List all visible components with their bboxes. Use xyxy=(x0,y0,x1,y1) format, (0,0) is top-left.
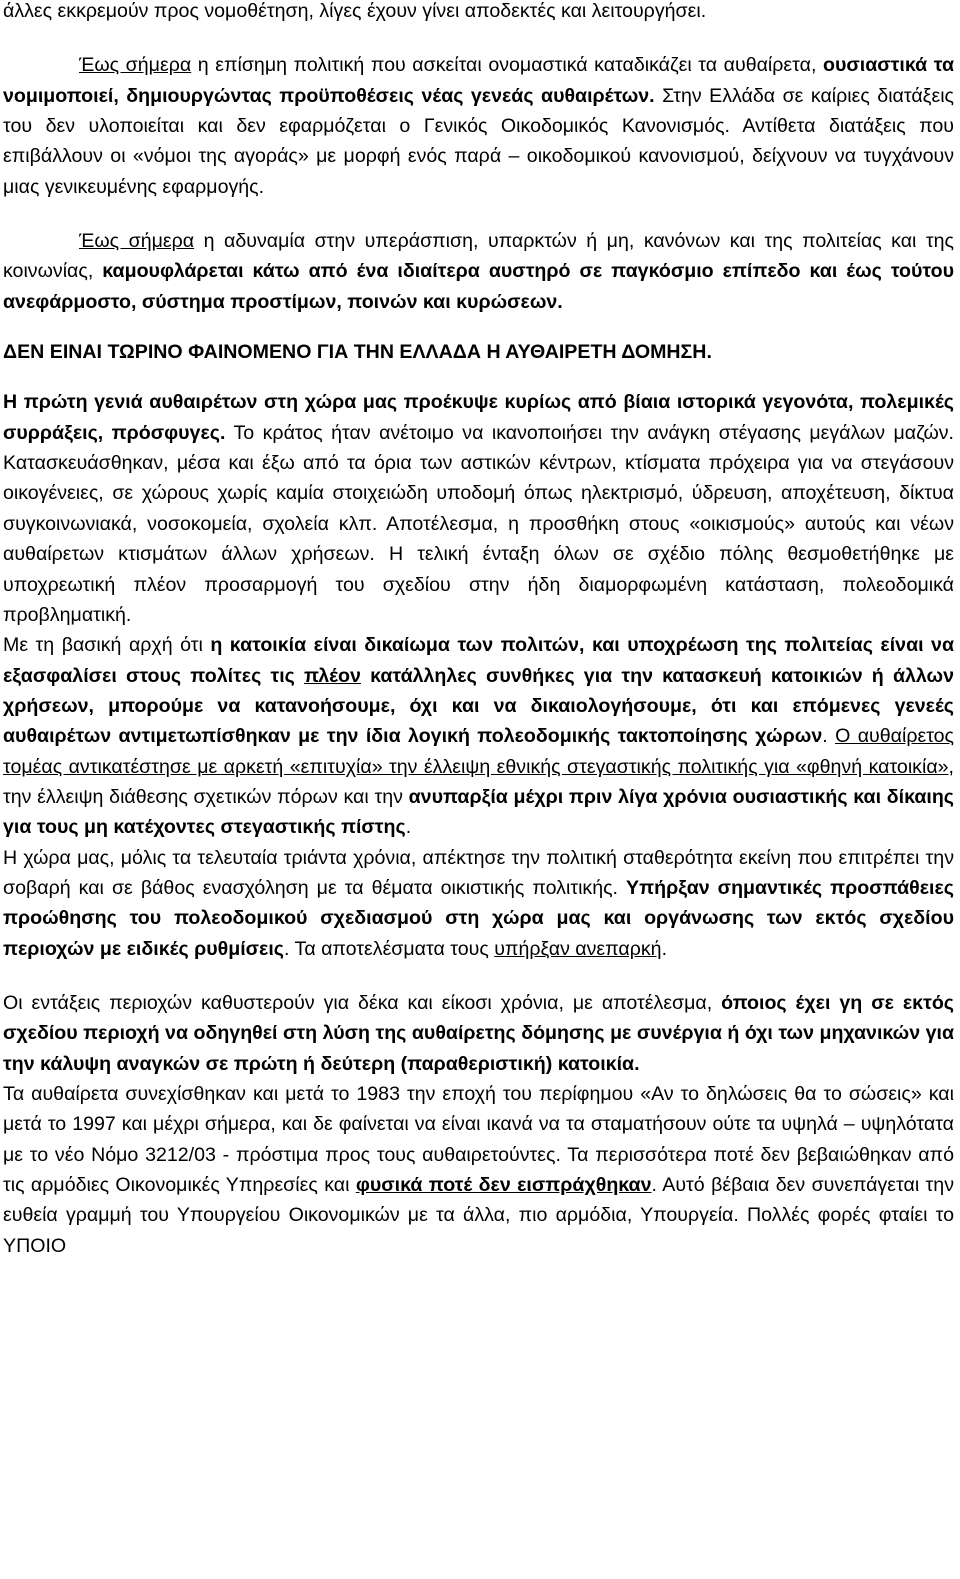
underlined-phrase: Έως σήμερα xyxy=(79,230,195,253)
paragraph-first-generation xyxy=(3,387,954,630)
text-run: . xyxy=(405,816,412,839)
paragraph-intro-continuation xyxy=(3,0,954,26)
paragraph-gap xyxy=(3,26,954,50)
text-run: Με τη βασική αρχή ότι xyxy=(3,634,211,657)
text-run: η επίσημη πολιτική που ασκείται ονομαστικά καταδικάζει τα αυθαίρετα, xyxy=(191,54,823,77)
paragraph-gap xyxy=(3,317,954,337)
text-run: . xyxy=(822,725,836,748)
paragraph-gap xyxy=(3,202,954,226)
bold-phrase: Υπήρξαν σημαντικές προσπάθειες προώθησης του πολεοδομικού σχεδιασμού στη χώρα μας και οργάνωσης των εκτός σχεδίου περιοχών με ειδικές ρυθμίσεις xyxy=(3,876,954,960)
section-heading xyxy=(3,337,954,367)
bold-phrase: ανυπαρξία μέχρι πριν λίγα χρόνια ουσιαστικής και δίκαιης για τους μη κατέχοντες στεγαστικής πίστης xyxy=(3,785,954,839)
text-run: . Τα αποτελέσματα τους xyxy=(283,937,495,960)
paragraph-political-stability xyxy=(3,843,954,964)
bold-phrase: Η πρώτη γενιά αυθαιρέτων στη χώρα μας προέκυψε κυρίως από βίαια ιστορικά γεγονότα, πολεμικές συρράξεις, πρόσφυγες. xyxy=(3,391,954,444)
underlined-phrase: Έως σήμερα xyxy=(79,54,192,77)
text-run: Οι εντάξεις περιοχών καθυστερούν για δέκα και είκοσι χρόνια, με αποτέλεσμα, xyxy=(3,991,722,1014)
paragraph-delays xyxy=(3,988,954,1079)
bold-phrase: κατάλληλες συνθήκες για την κατασκευή κατοικιών ή άλλων χρήσεων, μπορούμε να κατανοήσουμε, όχι και να δικαιολογήσουμε, ότι και επόμενες γενεές αυθαιρέτων αντιμετωπίσθηκαν με την ίδια λογική πολεοδομικής τακτοποίησης χώρων xyxy=(3,664,954,748)
text-run: Στην Ελλάδα σε καίριες διατάξεις του δεν υλοποιείται και δεν εφαρμόζεται ο Γενικός Οικοδομικός Κανονισμός. Αντίθετα διατάξεις που επιβάλλουν οι «νόμοι της αγοράς» με μορφή ενός παρά – οικοδομικού κανονισμού, δείχνουν να τυγχάνουν μιας γενικευμένης εφαρμογής. xyxy=(3,84,954,198)
paragraph-housing-right xyxy=(3,630,954,842)
bold-phrase: καμουφλάρεται κάτω από ένα ιδιαίτερα αυστηρό σε παγκόσμιο επίπεδο και έως τούτου ανεφάρμοστο, σύστημα προστίμων, ποινών και κυρώσεων. xyxy=(3,260,954,313)
text-run: Η χώρα μας, μόλις τα τελευταία τριάντα χρόνια, απέκτησε την πολιτική σταθερότητα εκείνη που επιτρέπει την σοβαρή και σε βάθος ενασχόληση με τα θέματα οικιστικής πολιτικής. xyxy=(3,846,954,899)
text-run: την έλλειψη διάθεσης σχετικών πόρων και την xyxy=(3,785,409,808)
heading-text: ΔΕΝ ΕΙΝΑΙ ΤΩΡΙΝΟ ΦΑΙΝΟΜΕΝΟ ΓΙΑ ΤΗΝ ΕΛΛΑΔΑ Η ΑΥΘΑΙΡΕΤΗ ΔΟΜΗΣΗ. xyxy=(3,341,712,364)
bold-underlined-phrase: φυσικά ποτέ δεν εισπράχθηκαν xyxy=(355,1174,652,1197)
bold-phrase: η κατοικία είναι δικαίωμα των πολιτών, και υποχρέωση της πολιτείας είναι να εξασφαλίσει στους πολίτες τις xyxy=(3,634,954,687)
bold-phrase: όποιος έχει γη σε εκτός σχεδίου περιοχή να οδηγηθεί στη λύση της αυθαίρετης δόμησης με συνέργια ή όχι των μηχανικών για την κάλυψη αναγκών σε πρώτη ή δεύτερη (παραθεριστική) κατοικία. xyxy=(3,991,954,1075)
paragraph-gap xyxy=(3,964,954,988)
paragraph-official-policy xyxy=(3,50,954,202)
bold-phrase: ουσιαστικά τα νομιμοποιεί, δημιουργώντας προϋποθέσεις νέας γενεάς αυθαιρέτων. xyxy=(3,54,954,107)
text-run: . xyxy=(661,937,668,960)
text-run: Το κράτος ήταν ανέτοιμο να ικανοποιήσει την ανάγκη στέγασης μεγάλων μαζών. Κατασκευάσθηκαν, μέσα και έξω από τα όρια των αστικών κέντρων, κτίσματα πρόχειρα για να στεγάσουν οικογένειες, σε χώρους χωρίς καμία στοιχειώδη υποδομή όπως ηλεκτρισμό, ύδρευση, αποχέτευση, δίκτυα συγκοινωνιακά, νοσοκομεία, σχολεία κλπ. Αποτέλεσμα, η προσθήκη στους «οικισμούς» αυτούς και νέων αυθαίρετων κτισμάτων άλλων χρήσεων. Η τελική ένταξη όλων σε σχέδιο πόλης θεσμοθετήθηκε με υποχρεωτική πλέον προσαρμογή του σχεδίου στην ήδη διαμορφωμένη κατάσταση, πολεοδομικά προβληματική. xyxy=(3,421,954,626)
text-run: άλλες εκκρεμούν προς νομοθέτηση, λίγες έχουν γίνει αποδεκτές και λειτουργήσει. xyxy=(3,0,707,22)
underlined-phrase: Ο αυθαίρετος τομέας αντικατέστησε με αρκετή «επιτυχία» την έλλειψη εθνικής στεγαστικής πολιτικής για «φθηνή κατοικία», xyxy=(3,725,954,778)
underlined-phrase: υπήρξαν ανεπαρκή xyxy=(494,937,662,960)
paragraph-gap xyxy=(3,367,954,387)
text-run: Τα αυθαίρετα συνεχίσθηκαν και μετά το 1983 την εποχή του περίφημου «Αν το δηλώσεις θα το σώσεις» και μετά το 1997 και μέχρι σήμερα, και δε φαίνεται να είναι ικανά να τα σταματήσουν ούτε τα υψηλά – υψηλότατα με το νέο Νόμο 3212/03 - πρόστιμα προς τους αυθαιρετούντες. Τα περισσότερα ποτέ δεν βεβαιώθηκαν από τις αρμόδιες Οικονομικές Υπηρεσίες και xyxy=(3,1083,954,1197)
bold-underlined-word: πλέον xyxy=(304,664,361,687)
paragraph-weakness xyxy=(3,226,954,317)
text-run: . Αυτό βέβαια δεν συνεπάγεται την ευθεία γραμμή του Υπουργείου Οικονομικών με τα άλλα, πιο αρμόδια, Υπουργεία. Πολλές φορές φταίει το ΥΠΟΙΟ xyxy=(3,1174,954,1257)
paragraph-fines xyxy=(3,1079,954,1261)
text-run: η αδυναμία στην υπεράσπιση, υπαρκτών ή μη, κανόνων και της πολιτείας και της κοινωνίας, xyxy=(3,230,954,283)
